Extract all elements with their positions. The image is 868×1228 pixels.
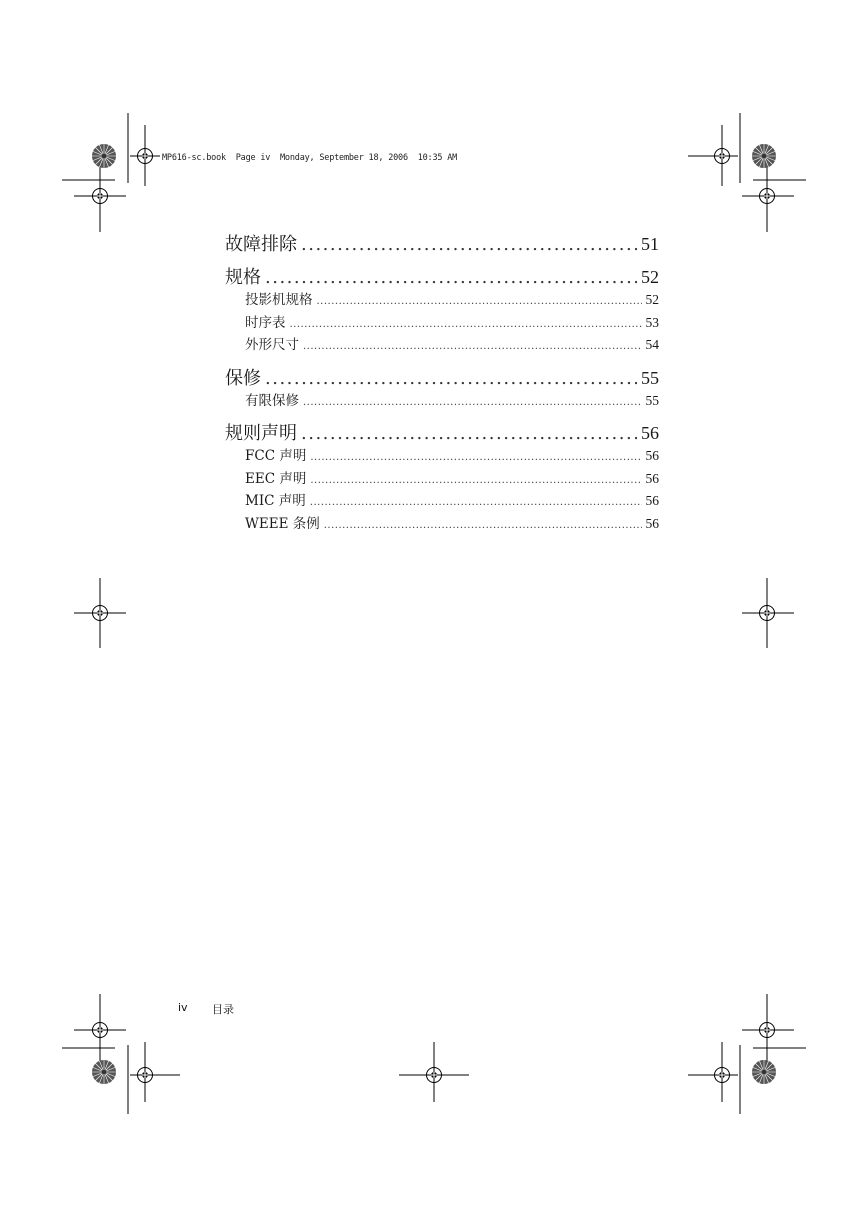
toc-entry-page: 51 (641, 234, 659, 254)
toc-entry-title: 故障排除 (225, 234, 297, 255)
toc-entry-page: 54 (645, 337, 659, 352)
toc-entry-page: 53 (645, 314, 659, 330)
toc-entry-title: 外形尺寸 (245, 337, 299, 353)
toc-entry-title: WEEE 条例 (245, 515, 320, 532)
toc-entry-title: EEC 声明 (245, 470, 307, 487)
toc-entry-page: 56 (645, 493, 659, 508)
toc-entry-title: MIC 声明 (245, 493, 306, 509)
toc-entry-page: 52 (641, 267, 659, 287)
toc-entry-page: 56 (645, 470, 659, 486)
toc-entry-title: FCC 声明 (245, 448, 307, 464)
toc-entry-page: 56 (641, 423, 659, 443)
toc-entry-title: 投影机规格 (245, 292, 313, 308)
toc-entry-page: 52 (645, 292, 659, 307)
toc-entry-page: 55 (641, 367, 659, 388)
toc-entry-title: 规格 (225, 267, 261, 288)
footer-page-number: iv (178, 1001, 188, 1014)
toc-entry-title: 有限保修 (245, 392, 299, 409)
footer-section-label: 目录 (212, 1003, 234, 1016)
print-slug: MP616-sc.book Page iv Monday, September 18, 2006 10:35 AM (162, 153, 458, 163)
toc-entry-title: 规则声明 (225, 423, 297, 444)
toc-entry-title: 时序表 (245, 314, 286, 331)
toc-entry-page: 56 (645, 515, 659, 531)
toc-entry-page: 55 (645, 392, 659, 408)
toc-entry-title: 保修 (225, 367, 261, 389)
toc-entry-page: 56 (645, 448, 659, 463)
